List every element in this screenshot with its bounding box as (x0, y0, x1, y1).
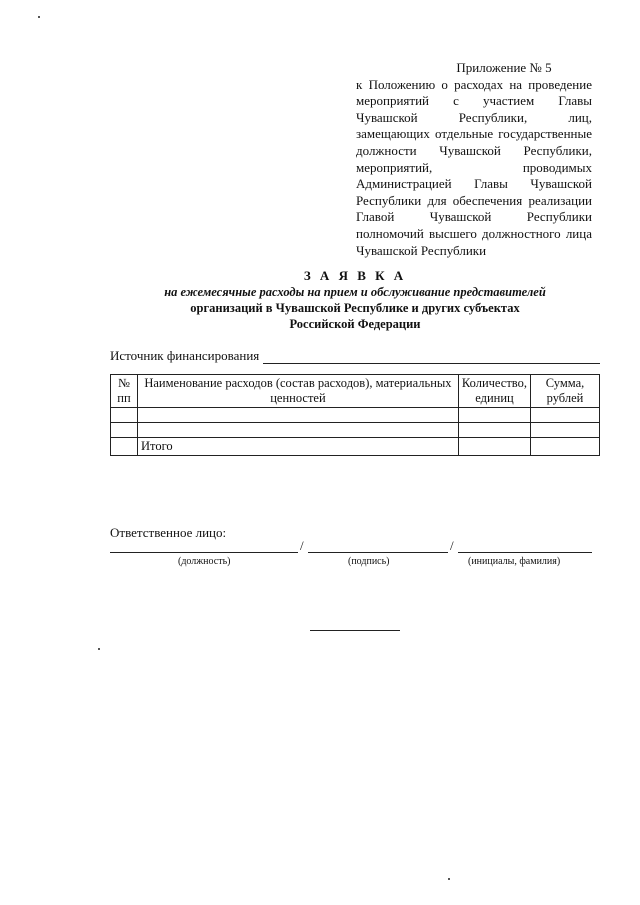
table-cell (458, 408, 530, 423)
table-row (111, 423, 600, 438)
header-qty: Количество, единиц (458, 375, 530, 408)
appendix-text: к Положению о расходах на проведение мероприятий с участием Главы Чувашской Республики, лиц, замещающих отдельные государственные должности Чувашской Республики, мероприятий, проводимых Администрацией Главы Чувашской Республики для обеспечения реализации Главой Чувашской Республики полномочий высшего должностного лица Чувашской Республики (356, 76, 592, 258)
table-total-row (111, 438, 600, 456)
responsible-label: Ответственное лицо: (110, 525, 227, 540)
table-cell (531, 408, 600, 423)
table-cell (138, 423, 459, 438)
header-num: № пп (111, 375, 138, 408)
header-name: Наименование расходов (состав расходов), материальных ценностей (138, 375, 459, 408)
table-header-row (111, 375, 600, 408)
caption-sign: (подпись) (348, 556, 390, 567)
name-line (458, 539, 592, 553)
appendix-number: Приложение № 5 (456, 60, 552, 75)
caption-name: (инициалы, фамилия) (468, 556, 561, 567)
header-sum: Сумма, рублей (531, 375, 600, 408)
signature-line (308, 539, 448, 553)
table-cell (458, 438, 530, 456)
table-cell (458, 423, 530, 438)
scan-dot (98, 648, 100, 650)
funding-source (110, 348, 600, 364)
appendix-block (356, 60, 592, 259)
caption-position: (должность) (178, 556, 231, 567)
title-line-2: организаций в Чувашской Республике и других субъектах (190, 301, 520, 315)
table-cell (111, 438, 138, 456)
separator-1: / (300, 538, 304, 553)
signature-row (110, 539, 592, 553)
document-title (110, 268, 600, 332)
end-divider (310, 630, 400, 631)
table-cell (531, 423, 600, 438)
table-cell (111, 423, 138, 438)
title-line-3: Российской Федерации (289, 317, 421, 331)
expense-table (110, 374, 600, 456)
table-cell (111, 408, 138, 423)
signature-captions (110, 556, 592, 570)
funding-source-label: Источник финансирования (110, 348, 260, 363)
title-line-1: на ежемесячные расходы на прием и обслуживание представителей (164, 285, 546, 299)
separator-2: / (450, 538, 454, 553)
table-cell (531, 438, 600, 456)
table-row (111, 408, 600, 423)
scan-dot (448, 878, 450, 880)
title-main: З А Я В К А (303, 268, 407, 283)
funding-source-line (263, 351, 600, 364)
scan-dot (38, 16, 40, 18)
total-label: Итого (138, 438, 459, 456)
table-cell (138, 408, 459, 423)
position-line (110, 539, 298, 553)
